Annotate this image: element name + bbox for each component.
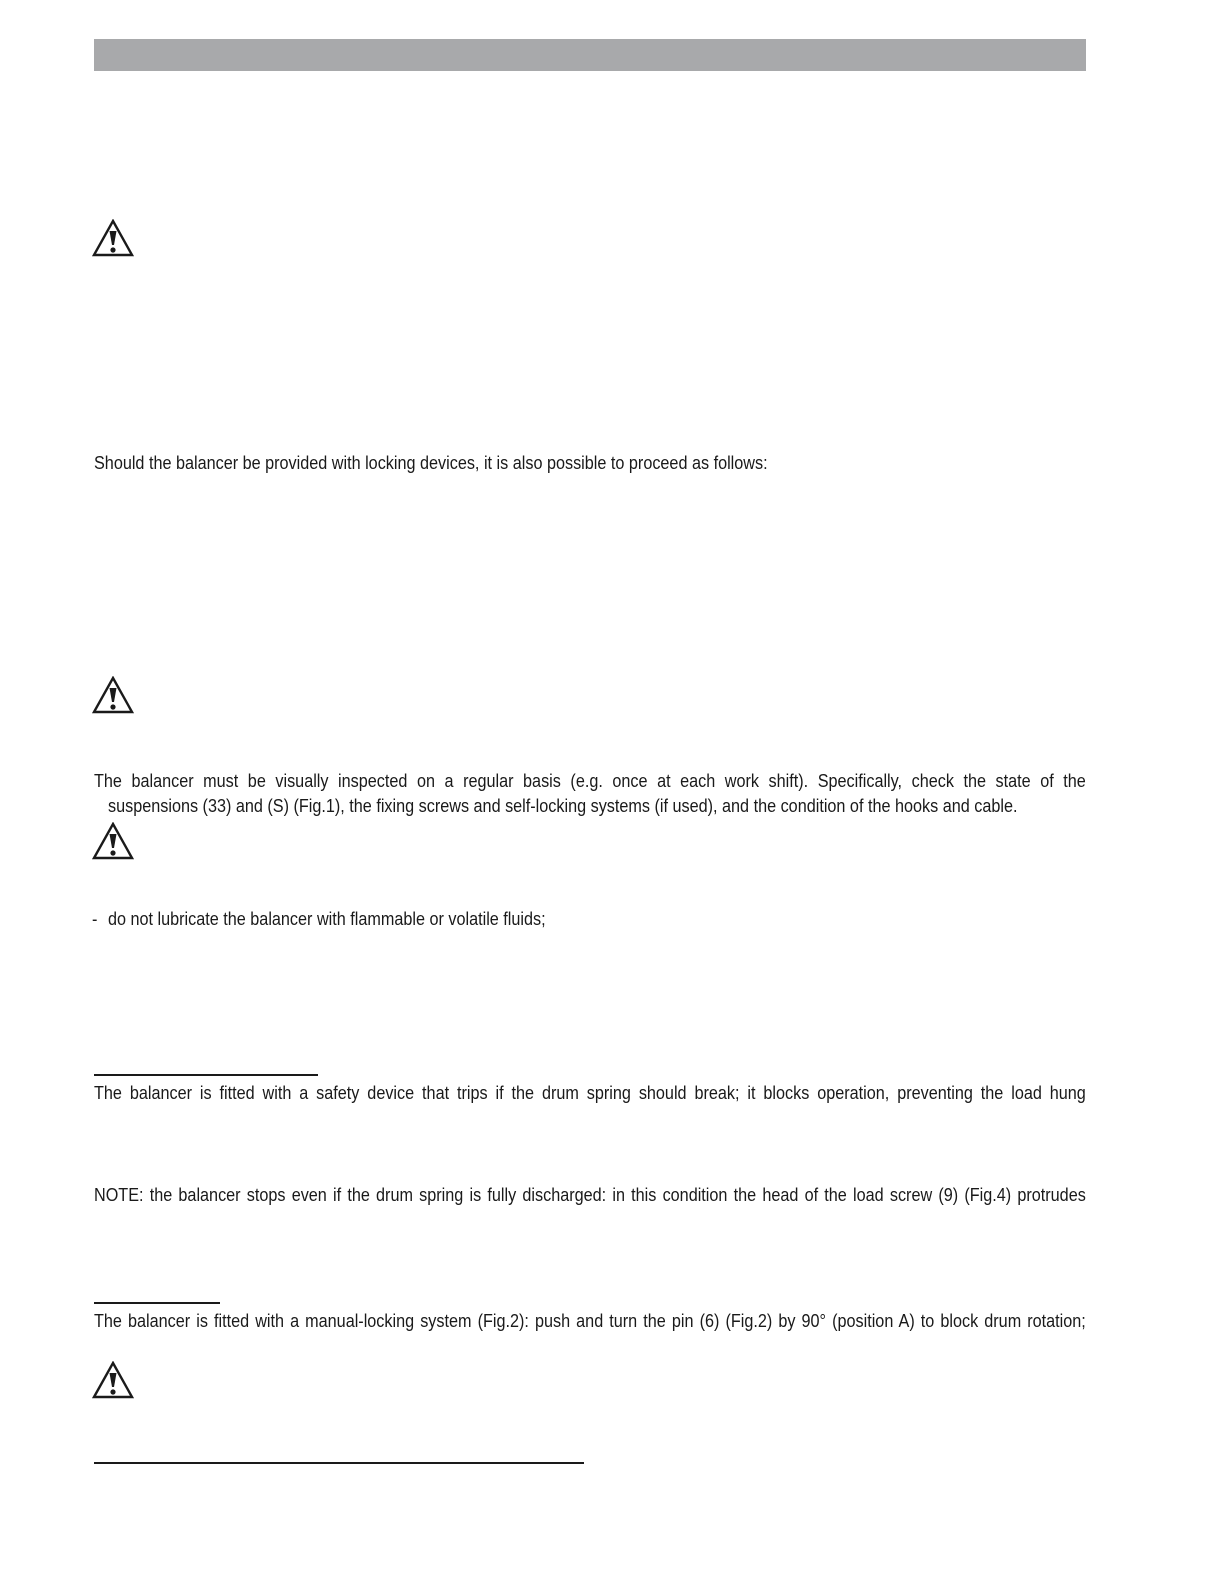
warning-triangle-icon xyxy=(92,1361,134,1399)
inspection-text-line-1: The balancer must be visually inspected on a regular basis (e.g. once at each work shift). Specifically, check the state of the xyxy=(94,771,1086,791)
section-underline-rule xyxy=(94,1462,584,1464)
header-bar xyxy=(94,39,1086,71)
locking-intro-text: Should the balancer be provided with locking devices, it is also possible to proceed as follows: xyxy=(94,453,768,473)
warning-triangle-icon xyxy=(92,676,134,714)
lubricate-dash: - xyxy=(92,909,98,929)
lubricate-warning-text: do not lubricate the balancer with flammable or volatile fluids; xyxy=(108,909,546,929)
note-text: NOTE: the balancer stops even if the drum spring is fully discharged: in this condition the head of the load screw (9) (Fig.4) protrudes xyxy=(94,1185,1086,1205)
safety-device-text: The balancer is fitted with a safety device that trips if the drum spring should break; it blocks operation, preventing the load hung xyxy=(94,1083,1086,1103)
manual-lock-text: The balancer is fitted with a manual-locking system (Fig.2): push and turn the pin (6) (Fig.2) by 90° (position A) to block drum rotation; xyxy=(94,1311,1086,1331)
warning-triangle-icon xyxy=(92,822,134,860)
section-underline-rule xyxy=(94,1074,318,1076)
section-underline-rule xyxy=(94,1302,220,1304)
inspection-text-line-2: suspensions (33) and (S) (Fig.1), the fixing screws and self-locking systems (if used), and the condition of the hooks and cable. xyxy=(108,796,1018,816)
warning-triangle-icon xyxy=(92,219,134,257)
